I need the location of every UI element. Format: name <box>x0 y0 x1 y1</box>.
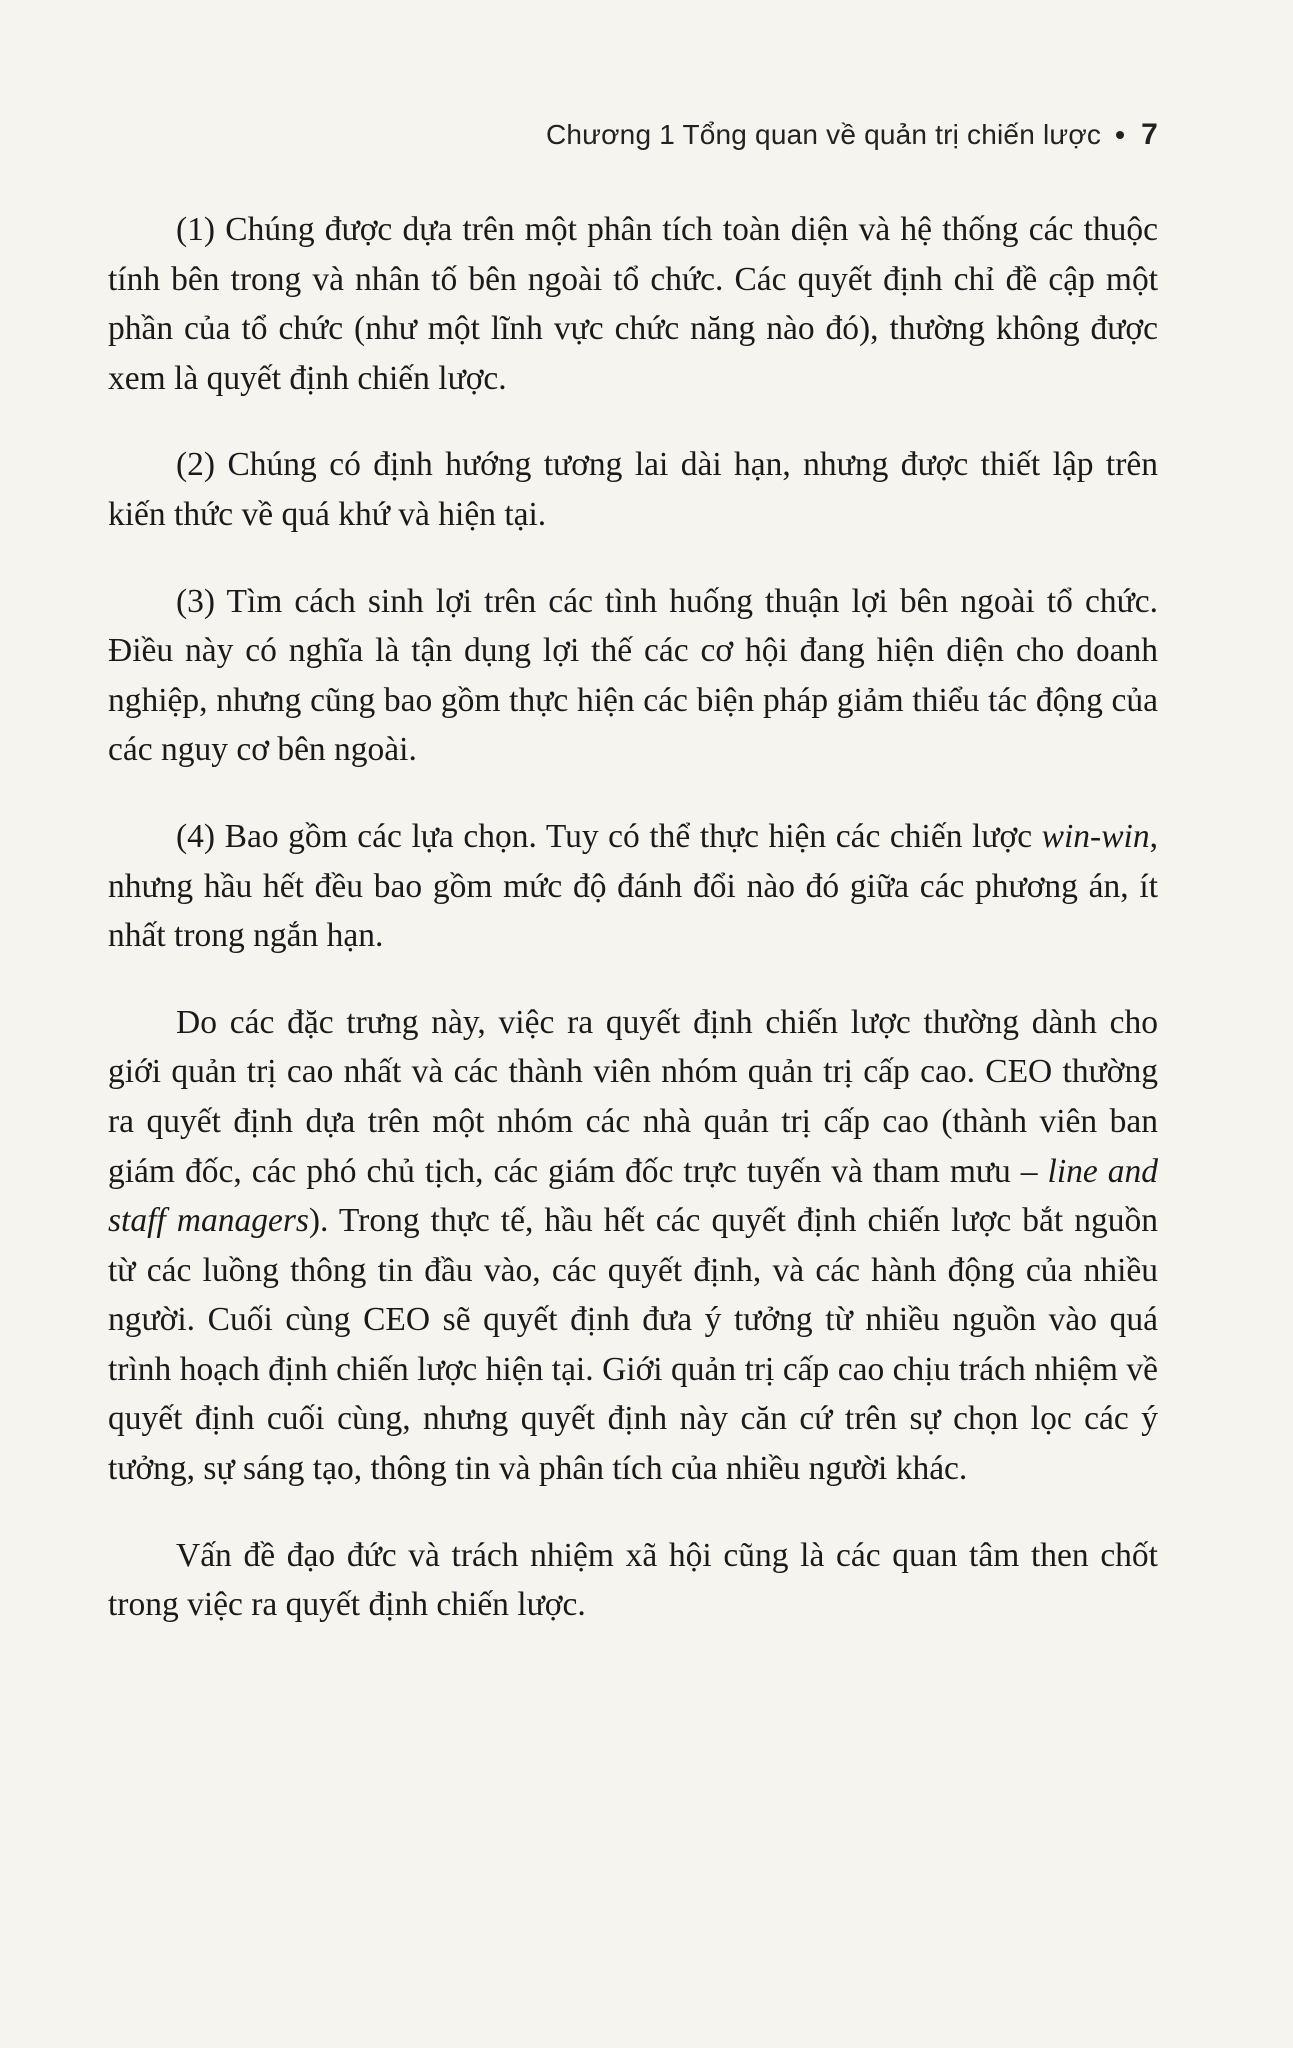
chapter-title: Chương 1 Tổng quan về quản trị chiến lược <box>545 119 1102 150</box>
italic-term: win-win <box>1041 817 1150 855</box>
paragraph <box>108 1531 1158 1630</box>
italic-term: line and staff managers <box>108 1152 1158 1240</box>
paragraph-text: Vấn đề đạo đức và trách nhiệm xã hội cũng là các quan tâm then chốt trong việc ra quyết định chiến lược. <box>108 1536 1158 1624</box>
body-text <box>108 205 1158 1630</box>
header-bullet: • <box>1115 119 1126 150</box>
paragraph-text: (2) Chúng có định hướng tương lai dài hạn, nhưng được thiết lập trên kiến thức về quá khứ và hiện tại. <box>108 446 1158 533</box>
running-header <box>546 118 1158 152</box>
paragraph <box>108 998 1158 1494</box>
paragraph-text: ). Trong thực tế, hầu hết các quyết định chiến lược bắt nguồn từ các luồng thông tin đầu vào, các quyết định, và các hành động của nhiều người. Cuối cùng CEO sẽ quyết định đưa ý tưởng từ nhiều nguồn vào quá trình hoạch định chiến lược hiện tại. Giới quản trị cấp cao chịu trách nhiệm về quyết định cuối cùng, nhưng quyết định này căn cứ trên sự chọn lọc các ý tưởng, sự sáng tạo, thông tin và phân tích của nhiều người khác. <box>108 1202 1158 1488</box>
page-number: 7 <box>1141 118 1158 151</box>
paragraph <box>108 440 1158 539</box>
paragraph-text: (3) Tìm cách sinh lợi trên các tình huống thuận lợi bên ngoài tổ chức. Điều này có nghĩa là tận dụng lợi thế các cơ hội đang hiện diện cho doanh nghiệp, nhưng cũng bao gồm thực hiện các biện pháp giảm thiểu tác động của các nguy cơ bên ngoài. <box>108 582 1158 769</box>
paragraph <box>108 205 1158 403</box>
paragraph-text: (1) Chúng được dựa trên một phân tích toàn diện và hệ thống các thuộc tính bên trong và nhân tố bên ngoài tổ chức. Các quyết định chỉ đề cập một phần của tổ chức (như một lĩnh vực chức năng nào đó), thường không được xem là quyết định chiến lược. <box>108 211 1158 397</box>
paragraph <box>108 812 1158 961</box>
paragraph-text: , nhưng hầu hết đều bao gồm mức độ đánh đổi nào đó giữa các phương án, ít nhất trong ngắn hạn. <box>108 817 1158 955</box>
paragraph-text: (4) Bao gồm các lựa chọn. Tuy có thể thực hiện các chiến lược <box>176 817 1042 855</box>
paragraph <box>108 577 1158 775</box>
paragraph-text: Do các đặc trưng này, việc ra quyết định chiến lược thường dành cho giới quản trị cao nhất và các thành viên nhóm quản trị cấp cao. CEO thường ra quyết định dựa trên một nhóm các nhà quản trị cấp cao (thành viên ban giám đốc, các phó chủ tịch, các giám đốc trực tuyến và tham mưu – <box>108 1003 1158 1190</box>
